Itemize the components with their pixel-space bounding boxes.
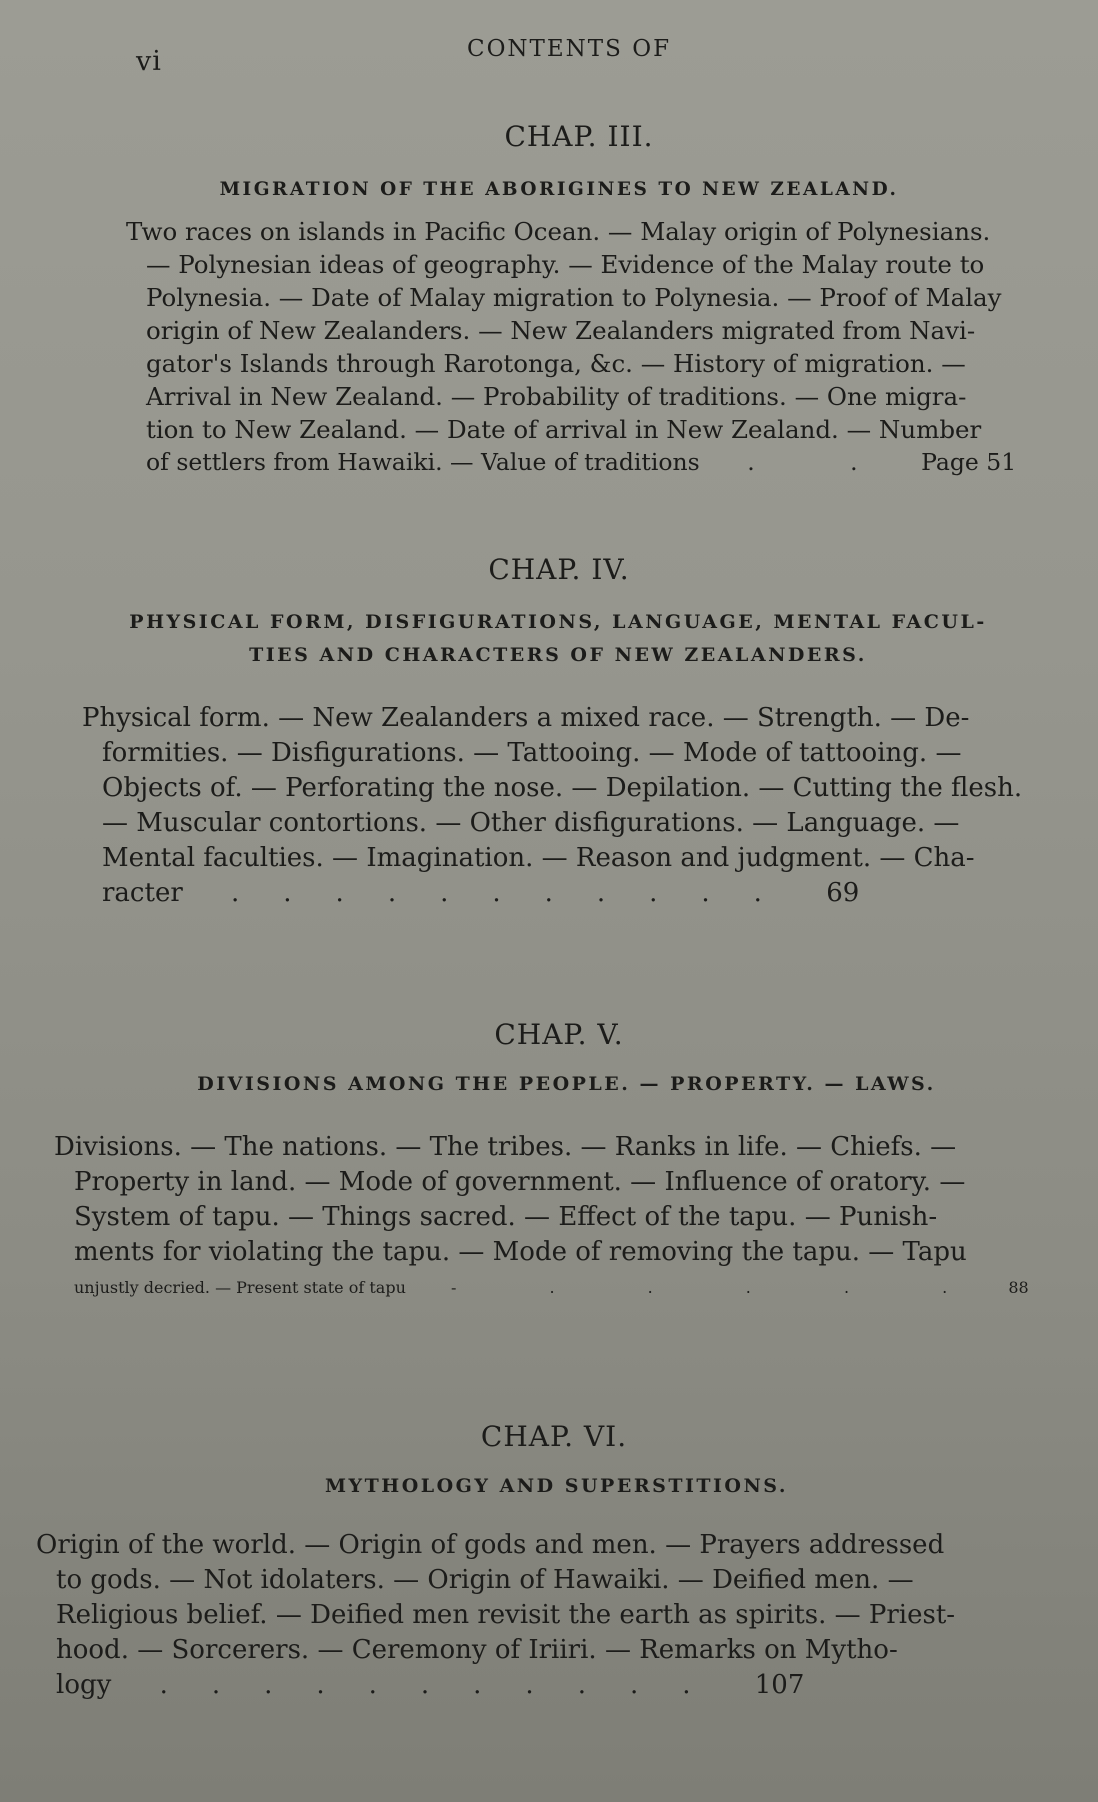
chapter-entry-6 [0,1420,1098,1700]
page-number: 107 [754,1670,805,1700]
chapter-title: CHAP. V. [494,1018,624,1051]
page-number: 69 [826,878,860,908]
page-number: Page 51 [921,448,1017,476]
summary-line: ments for violating the tapu. — Mode of removing the tapu. — Tapu [74,1237,967,1267]
summary-line: Physical form. — New Zealanders a mixed race. — Strength. — De- [82,703,970,733]
dot-leader: ........... [159,1670,735,1700]
summary-line: System of tapu. — Things sacred. — Effect of the tapu. — Punish- [74,1202,938,1232]
chapter-subtitle [0,1068,1098,1101]
chapter-subtitle-line: TIES AND CHARACTERS OF NEW ZEALANDERS. [249,644,867,666]
summary-line: formities. — Disfigurations. — Tattooing. — Mode of tattooing. — [102,738,962,768]
summary-last-line [36,1668,1026,1703]
summary-line: gator's Islands through Rarotonga, &c. — History of migration. — [146,349,966,378]
summary-last-line [82,876,1032,911]
summary-line: origin of New Zealanders. — New Zealanders migrated from Navi- [146,316,976,345]
summary-line: Mental faculties. — Imagination. — Reason and judgment. — Cha- [102,843,975,873]
summary-line: — Muscular contortions. — Other disfigurations. — Language. — [102,808,960,838]
chapter-subtitle [0,606,1098,672]
chapter-summary [82,701,1032,911]
summary-line: hood. — Sorcerers. — Ceremony of Iriiri. — Remarks on Mytho- [56,1635,898,1665]
summary-line: Polynesia. — Date of Malay migration to Polynesia. — Proof of Malay [146,283,1002,312]
chapter-subtitle-line: DIVISIONS AMONG THE PEOPLE. — PROPERTY. — LAWS. [197,1073,936,1095]
chapter-subtitle [0,1470,1098,1503]
summary-last-line [126,446,1026,479]
chapter-subtitle-line: MYTHOLOGY AND SUPERSTITIONS. [325,1475,788,1497]
dot-leader: - . . . . . [450,1278,992,1297]
chapter-entry-3 [0,120,1098,476]
summary-line: Divisions. — The nations. — The tribes. — Ranks in life. — Chiefs. — [54,1132,957,1162]
chapter-summary [36,1528,1026,1703]
chapter-summary [126,215,1026,479]
chapter-title: CHAP. VI. [480,1420,628,1453]
summary-line: Property in land. — Mode of government. — Influence of oratory. — [74,1167,966,1197]
chapter-summary [54,1130,1034,1305]
summary-last-line [54,1270,1034,1305]
page-folio: vi [136,46,162,77]
dot-leader: . . [747,448,902,476]
dot-leader: ........... [231,878,806,908]
running-head: CONTENTS OF [466,36,672,62]
chapter-subtitle-line: PHYSICAL FORM, DISFIGURATIONS, LANGUAGE, MENTAL FACUL- [129,611,987,633]
summary-line: logy [56,1670,112,1700]
summary-line: of settlers from Hawaiki. — Value of traditions [146,448,700,476]
summary-line: to gods. — Not idolaters. — Origin of Hawaiki. — Deified men. — [56,1565,914,1595]
summary-line: Arrival in New Zealand. — Probability of traditions. — One migra- [146,382,967,411]
page-number: 88 [1008,1278,1029,1297]
summary-line: — Polynesian ideas of geography. — Evidence of the Malay route to [146,250,985,279]
summary-line: unjustly decried. — Present state of tapu [74,1278,406,1297]
chapter-title: CHAP. III. [504,120,654,153]
summary-line: Origin of the world. — Origin of gods and men. — Prayers addressed [36,1530,945,1560]
chapter-title: CHAP. IV. [488,553,630,586]
summary-line: Two races on islands in Pacific Ocean. — Malay origin of Polynesians. [126,217,991,246]
summary-line: racter [102,878,183,908]
chapter-subtitle-line: MIGRATION OF THE ABORIGINES TO NEW ZEALAND. [219,179,899,200]
summary-line: tion to New Zealand. — Date of arrival in New Zealand. — Number [146,415,982,444]
summary-line: Objects of. — Perforating the nose. — Depilation. — Cutting the flesh. [102,773,1023,803]
summary-line: Religious belief. — Deified men revisit the earth as spirits. — Priest- [56,1600,956,1630]
chapter-subtitle [0,173,1098,206]
chapter-entry-5 [0,1018,1098,1297]
chapter-entry-4 [0,553,1098,908]
